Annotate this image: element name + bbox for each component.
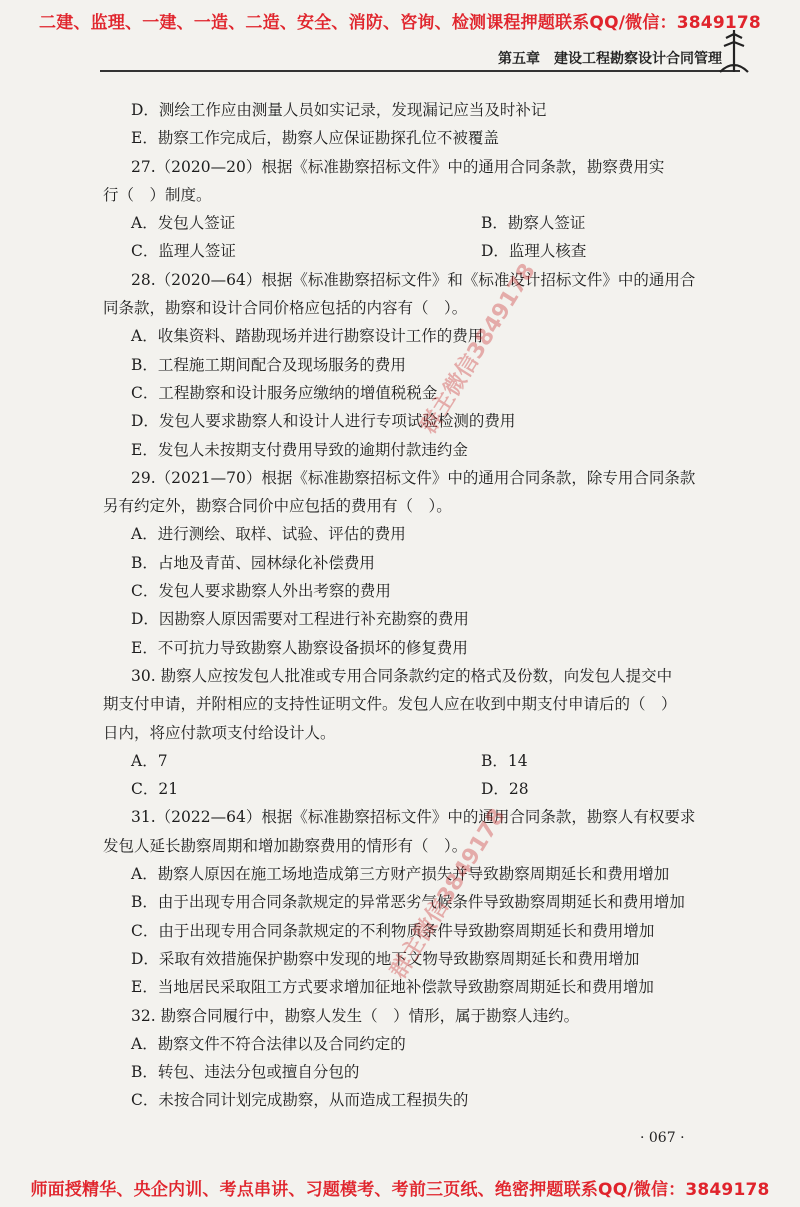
option-a: A．勘察人原因在施工场地造成第三方财产损失并导致勘察周期延长和费用增加: [131, 865, 670, 884]
option-c: C．发包人要求勘察人外出考察的费用: [131, 582, 391, 601]
option-d: D．监理人核查: [481, 242, 587, 261]
option-e: E．不可抗力导致勘察人勘察设备损坏的修复费用: [131, 638, 468, 657]
question-30-stem: 30. 勘察人应按发包人批准或专用合同条款约定的格式及份数，向发包人提交中: [131, 666, 673, 685]
question-32-stem: 32. 勘察合同履行中，勘察人发生（ ）情形，属于勘察人违约。: [131, 1006, 580, 1025]
header-ornament-icon: [718, 28, 750, 74]
option-a: A．进行测绘、取样、试验、评估的费用: [131, 525, 406, 544]
page-number: · 067 ·: [640, 1130, 685, 1146]
option-d: D．发包人要求勘察人和设计人进行专项试验检测的费用: [131, 412, 516, 431]
option-b: B．勘察人签证: [481, 214, 586, 233]
option-a: A．收集资料、踏勘现场并进行勘察设计工作的费用: [131, 327, 484, 346]
option-b: B．由于出现专用合同条款规定的异常恶劣气候条件导致勘察周期延长和费用增加: [131, 893, 685, 912]
running-header: 第五章 建设工程勘察设计合同管理: [498, 51, 722, 67]
watermark: 群主微信3849178: [386, 804, 511, 984]
option-line: E．勘察工作完成后，勘察人应保证勘探孔位不被覆盖: [131, 129, 499, 148]
option-b: B．占地及青苗、园林绿化补偿费用: [131, 553, 375, 572]
option-d: D．28: [481, 780, 529, 799]
option-c: C．监理人签证: [131, 242, 236, 261]
option-a: A．发包人签证: [131, 214, 236, 233]
question-31-stem-cont: 发包人延长勘察周期和增加勘察费用的情形有（ ）。: [103, 836, 468, 855]
question-29-stem-cont: 另有约定外，勘察合同价中应包括的费用有（ ）。: [103, 497, 452, 516]
top-promo-banner: 二建、监理、一建、一造、二造、安全、消防、咨询、检测课程押题联系QQ/微信：3849178: [39, 13, 761, 33]
question-27-options-row1: [103, 209, 718, 237]
question-27-stem: 27.（2020—20）根据《标准勘察招标文件》中的通用合同条款，勘察费用实: [131, 157, 665, 176]
question-31-stem: 31.（2022—64）根据《标准勘察招标文件》中的通用合同条款，勘察人有权要求: [131, 808, 696, 827]
option-d: D．采取有效措施保护勘察中发现的地下文物导致勘察周期延长和费用增加: [131, 949, 640, 968]
option-c: C．21: [131, 780, 179, 799]
option-b: B．工程施工期间配合及现场服务的费用: [131, 355, 406, 374]
question-30-options-row2: [103, 775, 718, 803]
option-e: E．当地居民采取阻工方式要求增加征地补偿款导致勘察周期延长和费用增加: [131, 978, 654, 997]
option-c: C．工程勘察和设计服务应缴纳的增值税税金: [131, 383, 438, 402]
option-line: D．测绘工作应由测量人员如实记录，发现漏记应当及时补记: [131, 101, 547, 119]
question-27-options-row2: [103, 237, 718, 265]
question-30-stem-cont: 期支付申请，并附相应的支持性证明文件。发包人应在收到中期支付申请后的（ ）: [103, 695, 677, 714]
option-a: A．7: [131, 751, 168, 770]
question-28-stem: 28.（2020—64）根据《标准勘察招标文件》和《标准设计招标文件》中的通用合: [131, 270, 696, 289]
watermark: 群主微信3849178: [416, 259, 541, 439]
question-30-options-row1: [103, 747, 718, 775]
option-a: A．勘察文件不符合法律以及合同约定的: [131, 1034, 406, 1053]
question-29-stem: 29.（2021—70）根据《标准勘察招标文件》中的通用合同条款，除专用合同条款: [131, 468, 696, 487]
option-c: C．未按合同计划完成勘察，从而造成工程损失的: [131, 1091, 469, 1110]
header-rule: [100, 70, 740, 72]
option-d: D．因勘察人原因需要对工程进行补充勘察的费用: [131, 610, 469, 629]
question-27-stem-cont: 行（ ）制度。: [103, 185, 212, 204]
bottom-promo-banner: 师面授精华、央企内训、考点串讲、习题模考、考前三页纸、绝密押题联系QQ/微信：3849178: [30, 1180, 770, 1200]
option-b: B．转包、违法分包或擅自分包的: [131, 1063, 360, 1082]
option-b: B．14: [481, 751, 528, 770]
option-c: C．由于出现专用合同条款规定的不利物质条件导致勘察周期延长和费用增加: [131, 921, 655, 940]
question-28-stem-cont: 同条款，勘察和设计合同价格应包括的内容有（ ）。: [103, 299, 468, 318]
question-30-stem-cont: 日内，将应付款项支付给设计人。: [103, 723, 336, 742]
option-e: E．发包人未按期支付费用导致的逾期付款违约金: [131, 440, 468, 459]
